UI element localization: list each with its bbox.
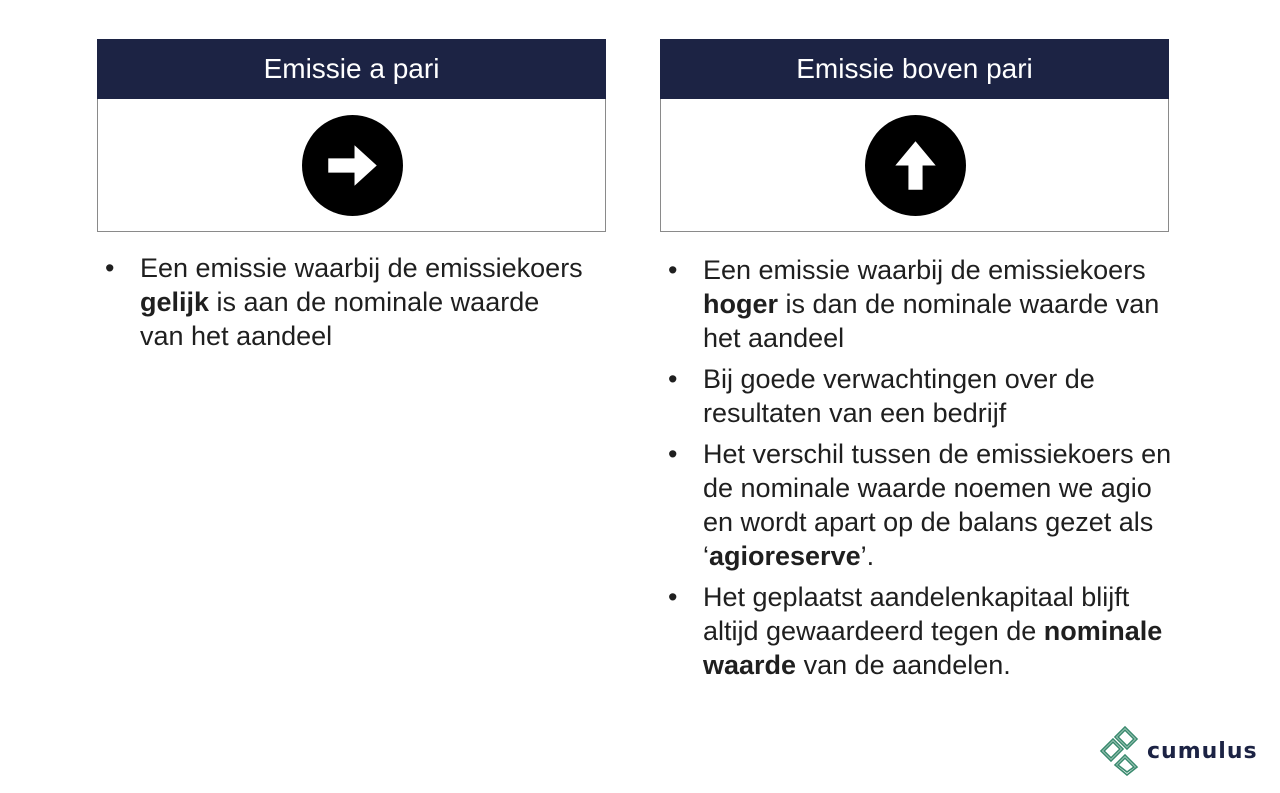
text: is dan de nominale waarde van het aandeel (703, 289, 1160, 353)
bold-text: agioreserve (709, 541, 861, 571)
cumulus-mark-icon (1097, 726, 1141, 776)
list-item (660, 580, 1180, 682)
list-item (97, 251, 587, 353)
list-item (660, 362, 1180, 430)
text: van de aandelen. (796, 650, 1011, 680)
cumulus-logo (1097, 726, 1258, 776)
card-title: Emissie a pari (97, 39, 606, 99)
card-emissie-boven-pari (660, 39, 1169, 232)
text: is aan de nominale waarde van het aandeel (140, 287, 540, 351)
text: Een emissie waarbij de emissiekoers (140, 253, 583, 283)
arrow-up-icon (865, 115, 966, 216)
text: Een emissie waarbij de emissiekoers (703, 255, 1146, 285)
list-item (660, 253, 1180, 355)
bold-text: gelijk (140, 287, 210, 317)
text: Het geplaatst aandelenkapitaal blijft altijd gewaardeerd tegen de (703, 582, 1130, 646)
bold-text: hoger (703, 289, 779, 319)
bullet-list-left (97, 251, 587, 360)
arrow-right-icon (302, 115, 403, 216)
text: Bij goede verwachtingen over de resultaten van een bedrijf (703, 364, 1095, 428)
card-emissie-a-pari (97, 39, 606, 232)
bold-text: nominale waarde (703, 616, 1163, 680)
text: ’. (860, 541, 875, 571)
list-item (660, 437, 1180, 573)
logo-text: cumulus (1147, 738, 1258, 764)
bullet-list-right (660, 253, 1180, 689)
text: Het verschil tussen de emissiekoers en de nominale waarde noemen we agio en wordt apart op de balans gezet als ‘ (703, 439, 1172, 571)
card-title: Emissie boven pari (660, 39, 1169, 99)
